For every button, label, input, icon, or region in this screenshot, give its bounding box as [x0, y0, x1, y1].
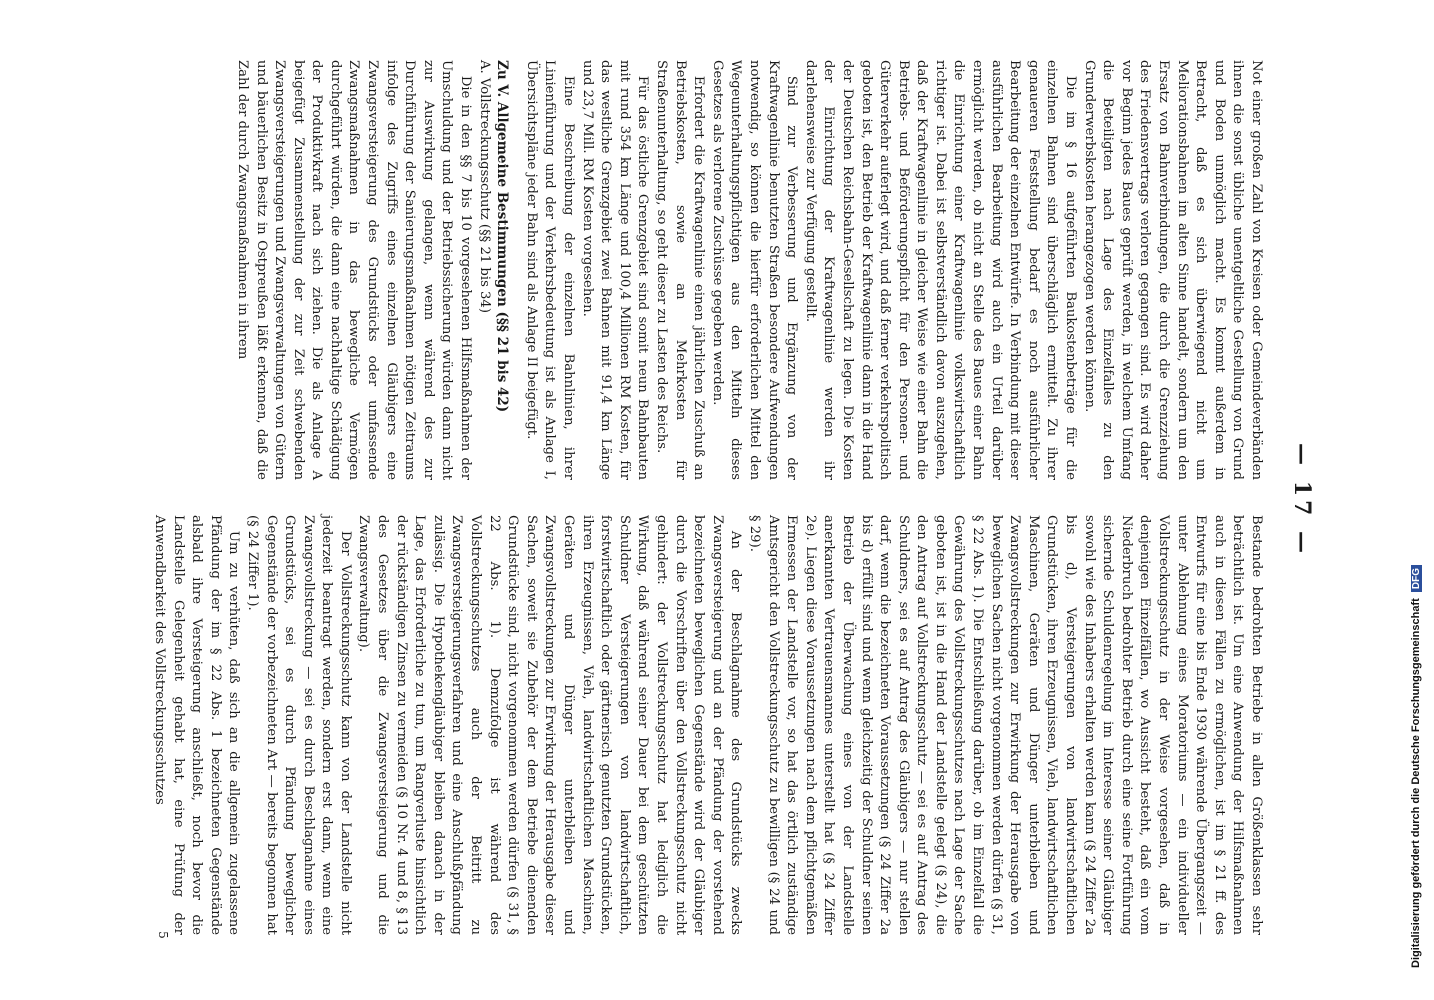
dfg-logo: DFG: [1411, 565, 1422, 592]
paragraph: Der Vollstreckungsschutz kann von der Landstelle nicht jederzeit beantragt werden, sondern erst dann, wenn eine Zwangsvollstreckung — sei es durch Beschlagnahme eines Grundstücks, sei es durch Pfändung beweglicher Gegenstände der vorbezeichneten Art — bereits begonnen hat (§ 24 Ziffer 1).: [244, 515, 353, 935]
sub-heading: A. Vollstreckungsschutz (§§ 21 bis 34): [476, 60, 492, 313]
page-number-header: — 17 —: [1289, 443, 1315, 557]
paragraph: Für das östliche Grenzgebiet sind somit neun Bahnbauten mit rund 354 km Länge und 100,4 Millionen RM Kosten, für das westliche Grenzgebiet zwei Bahnen mit 91,4 km Länge und 23,7 Mill. RM Kosten vorgesehen.: [579, 60, 651, 480]
right-text-column: [149, 515, 1265, 935]
paragraph: An der Beschlagnahme des Grundstücks zwecks Zwangsversteigerung und an der Pfändung der vorstehend bezeichneten beweglichen Gegenstände wird der Gläubiger durch die Vorschriften über den Vollstreckungsschutz nicht gehindert: der Vollstreckungsschutz hat lediglich die Wirkung, daß während seiner Dauer bei dem geschützten Schuldner Versteigerungen von landwirtschaftlich, forstwirtschaftlich oder gärtnerisch genutzten Grundstücken, ihren Erzeugnissen, Vieh, landwirtschaftlichen Maschinen, Geräten und Dünger unterbleiben und Zwangsvollstreckungen zur Erwirkung der Herausgabe dieser Sachen, soweit sie Zubehör der dem Betriebe dienenden Grundstücke sind, nicht vorgenommen werden dürfen (§ 31, § 22 Abs. 1). Demzufolge ist während des Vollstreckungsschutzes auch der Beitritt zu Zwangsversteigerungsverfahren und eine Anschlußpfändung zulässig. Die Hypothekengläubiger bleiben danach in der Lage, das Erforderliche zu tun, um Rangverluste hinsichtlich der rückständigen Zinsen zu vermeiden (§ 10 Nr. 4 und 8, § 13 des Gesetzes über die Zwangsversteigerung und die Zwangsverwaltung).: [356, 515, 744, 935]
credit-text: Digitalisierung gefördert durch die Deutsche Forschungsgemeinschaft: [1410, 598, 1422, 968]
left-text-column: [232, 60, 1265, 480]
footer-page-number: 5: [156, 931, 170, 939]
paragraph: Um zu verhüten, daß sich an die allgemein zugelassene Pfändung der im § 22 Abs. 1 bezeichneten Gegenstände alsbald ihre Versteigerung anschließt, noch bevor die Landstelle Gelegenheit gehabt hat, eine Prüfung der Anwendbarkeit des Vollstreckungsschutzes: [151, 515, 242, 935]
paragraph: Sind zur Verbesserung und Ergänzung von der Kraftwagenlinie benutzten Straßen besondere Aufwendungen notwendig, so können die hierfür erforderlichen Mittel den Wegeunterhaltungspflichtigen aus den Mitteln dieses Gesetzes als verlorene Zuschüsse gegeben werden.: [709, 60, 800, 480]
paragraph: Bestande bedrohten Betriebe in allen Größenklassen sehr beträchtlich ist. Um eine Anwendung der Hilfsmaßnahmen auch in diesen Fällen zu ermöglichen, ist im § 21 ff. des Entwurfs für eine bis Ende 1930 währende Übergangszeit — unter Ablehnung eines Moratoriums — ein individueller Vollstreckungsschutz in der Weise vorgesehen, daß in denjenigen Einzelfällen, wo Aussicht besteht, daß ein vom Niederbruch bedrohter Betrieb durch eine seine Fortführung sichernde Schuldenregelung im Interesse seiner Gläubiger sowohl wie des Inhabers erhalten werden kann (§ 24 Ziffer 2a bis d), Versteigerungen von landwirtschaftlichen Grundstücken, ihren Erzeugnissen, Vieh, landwirtschaftlichen Maschinen, Geräten und Dünger unterbleiben und Zwangsvollstreckungen zur Erwirkung der Herausgabe von beweglichen Sachen nicht vorgenommen werden dürfen (§ 31, § 22 Abs. 1). Die Entschließung darüber, ob im Einzelfall die Gewährung des Vollstreckungsschutzes nach Lage der Sache geboten ist, ist in die Hand der Landstelle gelegt (§ 24), die den Antrag auf Vollstreckungsschutz — sei es auf Antrag des Schuldners, sei es auf Antrag des Gläubigers — nur stellen darf, wenn die bezeichneten Voraussetzungen (§ 24 Ziffer 2a bis d) erfüllt sind und wenn gleichzeitig der Schuldner seinen Betrieb der Überwachung eines von der Landstelle anerkannten Vertrauensmannes unterstellt hat (§ 24 Ziffer 2e). Liegen diese Voraussetzungen nach dem pflichtgemäßen Ermessen der Landstelle vor, so hat das örtlich zuständige Amtsgericht den Vollstreckungsschutz zu bewilligen (§ 24 und § 29).: [746, 515, 1264, 935]
rotated-document-page: [95, 60, 1315, 940]
paragraph: Not einer großen Zahl von Kreisen oder Gemeindeverbänden ihnen die sonst übliche unentgeltliche Gestellung von Grund und Boden unmöglich macht. Es kommt außerdem in Betracht, daß es sich überwiegend nicht um Meliorationsbahnen im alten Sinne handelt, sondern um den Ersatz von Bahnverbindungen, die durch die Grenzziehung des Friedensvertrags verloren gegangen sind. Es wird daher vor Beginn jedes Baues geprüft werden, in welchem Umfang die Beteiligten nach Lage des Einzelfalles zu den Grunderwerbskosten herangezogen werden können.: [1081, 60, 1264, 480]
digitization-credit: [1410, 8, 1422, 968]
paragraph: Erfordert die Kraftwagenlinie einen jährlichen Zuschuß an Betriebskosten, sowie an Mehrkosten für Straßenunterhaltung, so geht dieser zu Lasten des Reichs.: [654, 60, 707, 480]
paragraph: Eine Beschreibung der einzelnen Bahnlinien, ihrer Linienführung und der Verkehrsbedeutung ist als Anlage I, Übersichtspläne jeder Bahn sind als Anlage II beigefügt.: [523, 60, 577, 480]
paragraph: Die im § 16 aufgeführten Baukostenbeträge für die einzelnen Bahnen sind überschläglich ermittelt. Zu ihrer genaueren Feststellung bedarf es noch ausführlicher Bearbeitung der einzelnen Entwürfe. In Verbindung mit dieser ausführlichen Bearbeitung wird auch ein Urteil darüber ermöglicht werden, ob nicht an Stelle des Baues einer Bahn die Einrichtung einer Kraftwagenlinie volkswirtschaftlich richtiger ist. Dabei ist selbstverständlich davon auszugehen, daß der Kraftwagenlinie in gleicher Weise wie einer Bahn die Betriebs- und Beförderungspflicht für den Personen- und Güterverkehr auferlegt wird, und daß ferner verkehrspolitisch geboten ist, den Betrieb der Kraftwagenlinie dann in die Hand der Deutschen Reichsbahn-Gesellschaft zu legen. Die Kosten der Einrichtung der Kraftwagenlinie werden ihr darlehensweise zur Verfügung gestellt.: [802, 60, 1079, 480]
digitization-sidebar: [1408, 0, 1434, 1000]
paragraph: Die in den §§ 7 bis 10 vorgesehenen Hilfsmaßnahmen der Umschuldung und der Betriebssicherung würden dann nicht zur Auswirkung gelangen, wenn während des zur Durchführung der Sanierungsmaßnahmen nötigen Zeitraums infolge des Zugriffs eines einzelnen Gläubigers eine Zwangsversteigerung des Grundstücks oder umfassende Zwangsmaßnahmen in das bewegliche Vermögen durchgeführt würden, die dann eine nachhaltige Schädigung der Produktivkraft nach sich ziehen. Die als Anlage A beigefügt Zusammenstellung der zur Zeit schwebenden Zwangsversteigerungen und Zwangsverwaltungen von Gütern und bäuerlichen Besitz in Ostpreußen läßt erkennen, daß die Zahl der durch Zwangsmaßnahmen in ihrem: [234, 60, 474, 480]
section-heading: Zu V. Allgemeine Bestimmungen (§§ 21 bis 42): [494, 60, 511, 413]
